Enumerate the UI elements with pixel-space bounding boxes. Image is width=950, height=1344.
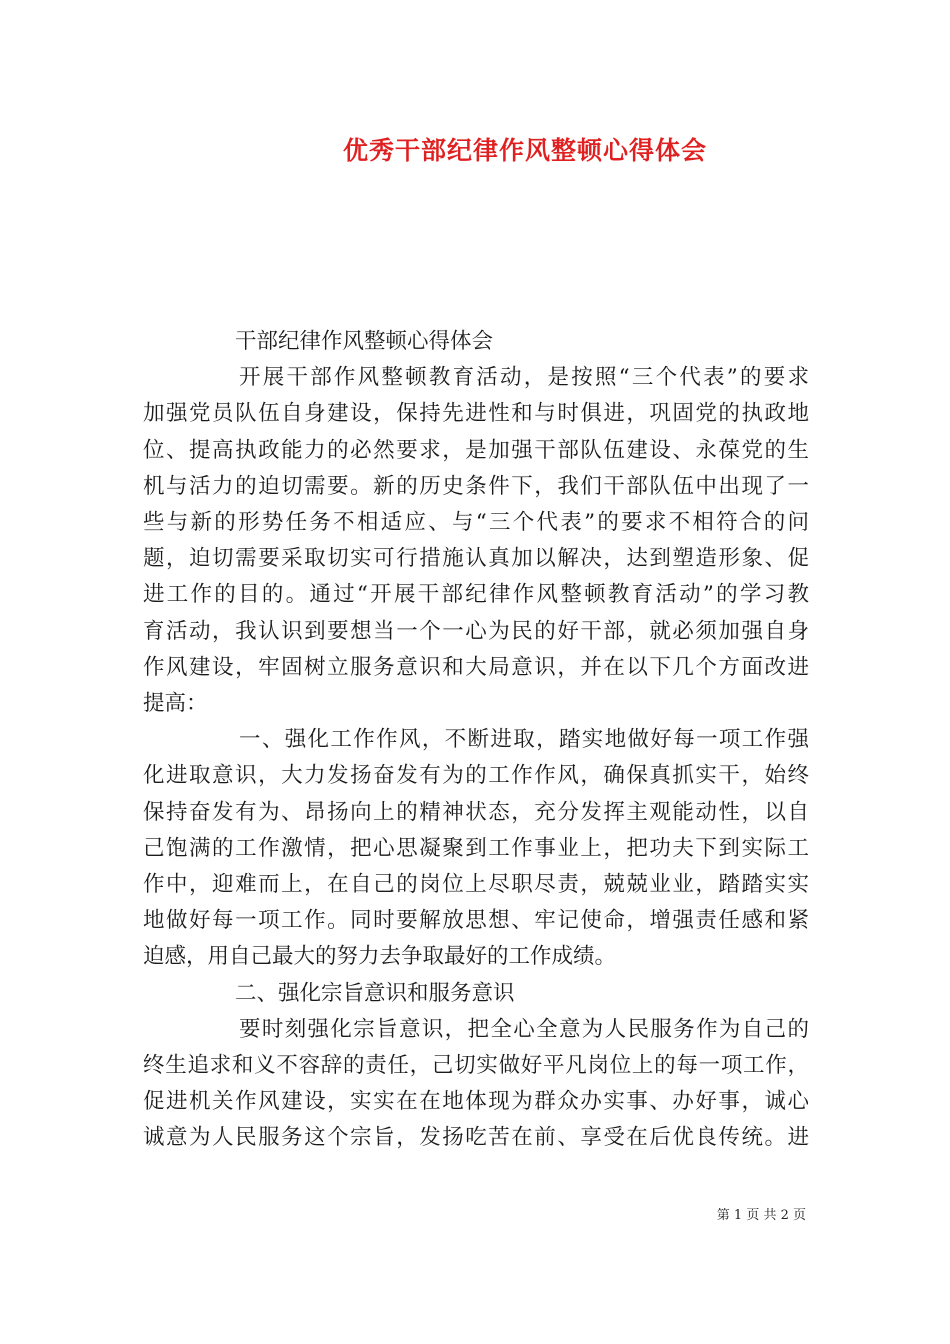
paragraph-line: 些与新的形势任务不相适应、与“三个代表”的要求不相符合的问 <box>143 510 809 536</box>
paragraph-line: 诚意为人民服务这个宗旨，发扬吃苦在前、享受在后优良传统。进 <box>143 1125 809 1151</box>
paragraph-line: 终生追求和义不容辞的责任，己切实做好平凡岗位上的每一项工作， <box>143 1053 809 1079</box>
paragraph-line: 机与活力的迫切需要。新的历史条件下，我们干部队伍中出现了一 <box>143 473 809 499</box>
paragraph-line: 作中，迎难而上，在自己的岗位上尽职尽责，兢兢业业，踏踏实实 <box>143 872 809 898</box>
paragraph-line: 保持奋发有为、昂扬向上的精神状态，充分发挥主观能动性，以自 <box>143 799 809 825</box>
document-title: 优秀干部纪律作风整顿心得体会 <box>342 136 707 165</box>
paragraph-line: 要时刻强化宗旨意识，把全心全意为人民服务作为自己的 <box>239 1016 809 1042</box>
section-heading: 二、强化宗旨意识和服务意识 <box>235 980 515 1006</box>
paragraph-line: 开展干部作风整顿教育活动，是按照“三个代表”的要求 <box>239 365 809 391</box>
paragraph-line: 位、提高执政能力的必然要求，是加强干部队伍建设、永葆党的生 <box>143 437 809 463</box>
paragraph-line: 地做好每一项工作。同时要解放思想、牢记使命，增强责任感和紧 <box>143 908 809 934</box>
paragraph-line: 促进机关作风建设，实实在在地体现为群众办实事、办好事，诚心 <box>143 1089 809 1115</box>
paragraph-line: 加强党员队伍自身建设，保持先进性和与时俱进，巩固党的执政地 <box>143 401 809 427</box>
paragraph-line: 化进取意识，大力发扬奋发有为的工作作风，确保真抓实干，始终 <box>143 763 809 789</box>
paragraph-line: 作风建设，牢固树立服务意识和大局意识，并在以下几个方面改进 <box>143 654 809 680</box>
paragraph-line: 迫感，用自己最大的努力去争取最好的工作成绩。 <box>143 944 617 970</box>
paragraph-line: 育活动，我认识到要想当一个一心为民的好干部，就必须加强自身 <box>143 618 809 644</box>
paragraph-line: 一、强化工作作风，不断进取，踏实地做好每一项工作强 <box>239 727 809 753</box>
page-number: 第 1 页 共 2 页 <box>716 1208 806 1223</box>
section-heading: 干部纪律作风整顿心得体会 <box>235 329 494 354</box>
paragraph-line: 进工作的目的。通过“开展干部纪律作风整顿教育活动”的学习教 <box>143 582 809 608</box>
document-body <box>143 324 809 1157</box>
paragraph-line: 己饱满的工作激情，把心思凝聚到工作事业上，把功夫下到实际工 <box>143 835 809 861</box>
paragraph-line: 题，迫切需要采取切实可行措施认真加以解决，达到塑造形象、促 <box>143 546 809 572</box>
paragraph-line: 提高： <box>143 691 208 717</box>
